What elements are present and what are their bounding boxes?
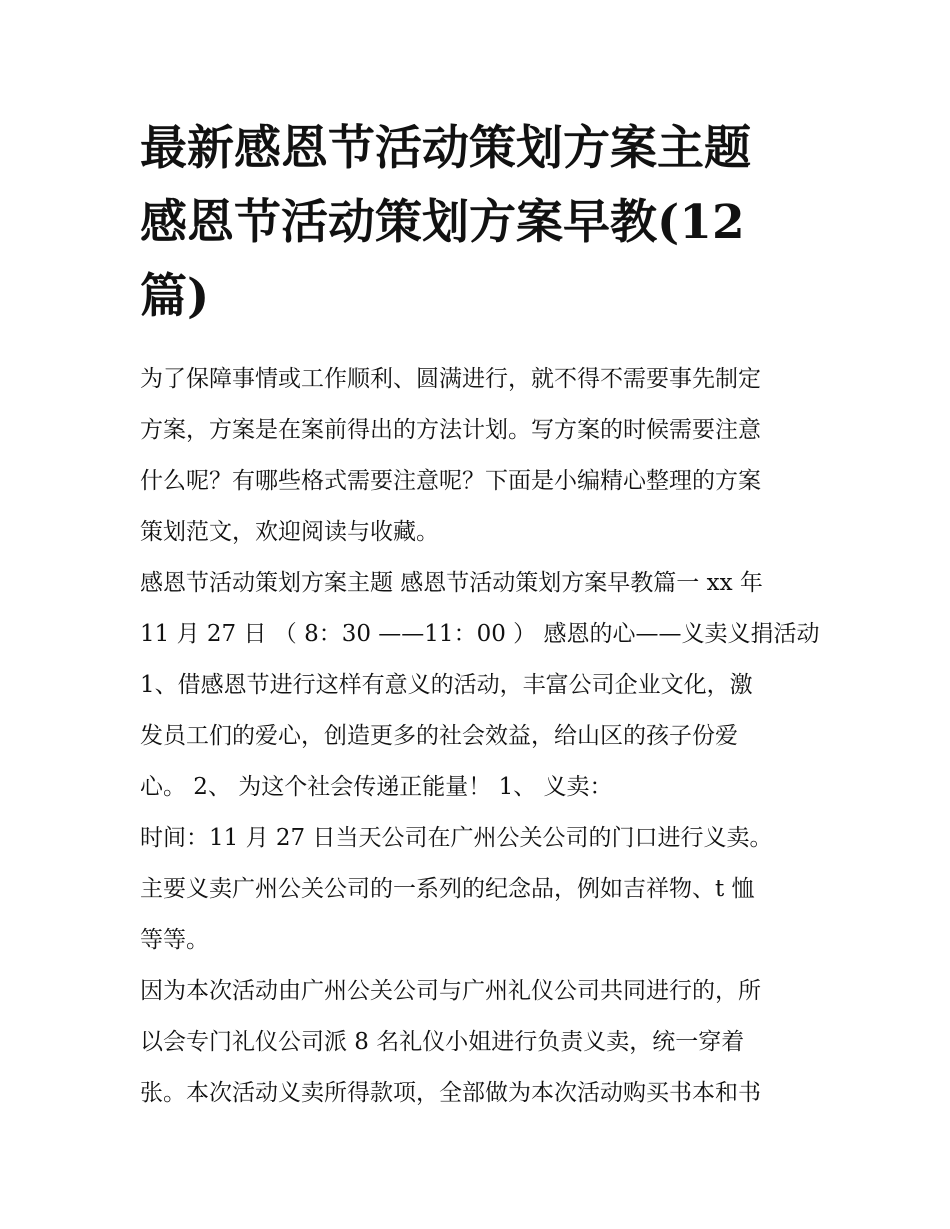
paragraph-time — [140, 813, 820, 966]
text-line: 策划范文，欢迎阅读与收藏。 — [140, 519, 439, 545]
text-line: 为了保障事情或工作顺利、圆满进行，就不得不需要事先制定 — [140, 366, 761, 392]
text-line: 因为本次活动由广州公关公司与广州礼仪公司共同进行的，所 — [140, 978, 761, 1004]
text-line: 1、借感恩节进行这样有意义的活动，丰富公司企业文化，激 — [140, 672, 753, 698]
paragraph-details — [140, 966, 820, 1119]
text-line: 11 月 27 日 （ 8：30 ——11：00 ） 感恩的心——义卖义捐活动 — [140, 621, 820, 647]
text-line: 等等。 — [140, 927, 209, 953]
text-line: 感恩节活动策划方案主题 感恩节活动策划方案早教篇一 xx 年 — [140, 570, 763, 596]
title-line: 篇) — [140, 269, 210, 324]
document-title — [140, 112, 820, 334]
text-line: 方案，方案是在案前得出的方法计划。写方案的时候需要注意 — [140, 417, 761, 443]
title-line: 感恩节活动策划方案早教(12 — [140, 195, 745, 250]
paragraph-intro — [140, 354, 820, 558]
document-body — [140, 354, 820, 1119]
text-line: 发员工们的爱心，创造更多的社会效益，给山区的孩子份爱 — [140, 723, 738, 749]
text-line: 张。本次活动义卖所得款项，全部做为本次活动购买书本和书 — [140, 1080, 761, 1106]
text-line: 以会专门礼仪公司派 8 名礼仪小姐进行负责义卖，统一穿着 — [140, 1029, 745, 1055]
title-line: 最新感恩节活动策划方案主题 — [140, 121, 751, 176]
text-line: 心。 2、 为这个社会传递正能量！ 1、 义卖： — [140, 774, 613, 800]
text-line: 时间：11 月 27 日当天公司在广州公关公司的门口进行义卖。 — [140, 825, 773, 851]
paragraph-activity — [140, 558, 820, 813]
text-line: 主要义卖广州公关公司的一系列的纪念品，例如吉祥物、t 恤 — [140, 876, 755, 902]
text-line: 什么呢？有哪些格式需要注意呢？下面是小编精心整理的方案 — [140, 468, 761, 494]
